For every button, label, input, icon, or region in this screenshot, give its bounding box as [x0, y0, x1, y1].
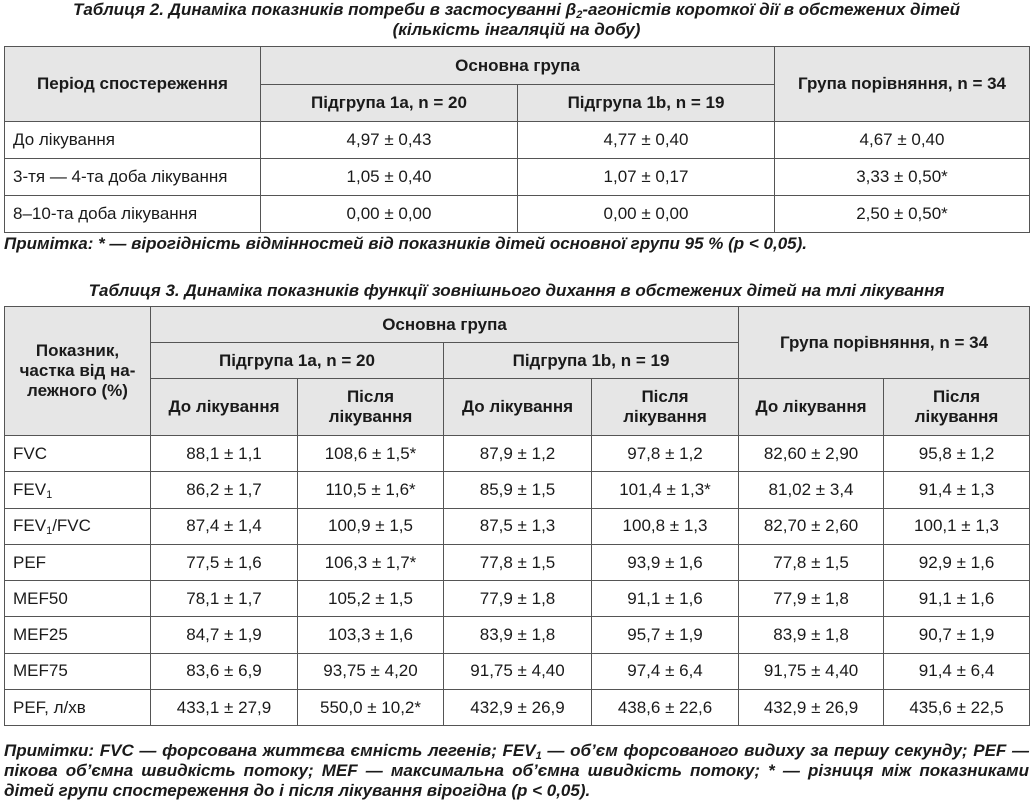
- table3-row-label: PEF, л/хв: [5, 690, 151, 726]
- table2-cell: 0,00 ± 0,00: [518, 196, 775, 233]
- table2-cell: 0,00 ± 0,00: [261, 196, 518, 233]
- table3-cell: 100,9 ± 1,5: [298, 508, 444, 544]
- table3-cell: 97,8 ± 1,2: [592, 436, 739, 472]
- table3-cell: 91,4 ± 6,4: [884, 653, 1030, 689]
- table3-cell: 91,1 ± 1,6: [884, 581, 1030, 617]
- table3-cell: 87,5 ± 1,3: [444, 508, 592, 544]
- table3-cell: 86,2 ± 1,7: [151, 472, 298, 508]
- table3-head-sub1b: Підгрупа 1b, n = 19: [444, 343, 739, 379]
- table3-cell: 77,9 ± 1,8: [739, 581, 884, 617]
- table3-cell: 85,9 ± 1,5: [444, 472, 592, 508]
- table3-cell: 100,8 ± 1,3: [592, 508, 739, 544]
- table3-cell: 101,4 ± 1,3*: [592, 472, 739, 508]
- table3-cell: 108,6 ± 1,5*: [298, 436, 444, 472]
- table3-cell: 91,1 ± 1,6: [592, 581, 739, 617]
- table2-row-label: 3-тя — 4-та доба лікування: [5, 159, 261, 196]
- table3-cell: 93,9 ± 1,6: [592, 544, 739, 580]
- table3-cell: 91,75 ± 4,40: [444, 653, 592, 689]
- table3-head-sub1a: Підгрупа 1a, n = 20: [151, 343, 444, 379]
- table3-cell: 77,8 ± 1,5: [739, 544, 884, 580]
- table3-head-after: Після лікування: [592, 379, 739, 436]
- table3-cell: 432,9 ± 26,9: [444, 690, 592, 726]
- table3-cell: 77,8 ± 1,5: [444, 544, 592, 580]
- table2-caption: [0, 0, 1033, 40]
- table3-cell: 82,60 ± 2,90: [739, 436, 884, 472]
- table3-cell: 81,02 ± 3,4: [739, 472, 884, 508]
- table3-cell: 91,75 ± 4,40: [739, 653, 884, 689]
- table-row: [5, 617, 1030, 653]
- table3-note: Примітки: FVC — форсована життєва ємність легенів; $FEV_1$ — об’єм форсованого видиху за першу секунду; PEF — пікова об’ємна швидкість потоку; MEF — максимальна об’ємна швидкість потоку; * — різниця між показниками дітей групи спостереження до і після лікування вірогідна (p < 0,05).: [4, 741, 1029, 800]
- table3-cell: 103,3 ± 1,6: [298, 617, 444, 653]
- table2-head-sub1a: Підгрупа 1a, n = 20: [261, 85, 518, 122]
- table3-cell: 77,5 ± 1,6: [151, 544, 298, 580]
- table3-head-before: До лікування: [739, 379, 884, 436]
- table-row: [5, 544, 1030, 580]
- table3-row-label: MEF50: [5, 581, 151, 617]
- table2: [4, 46, 1030, 233]
- table3-cell: 550,0 ± 10,2*: [298, 690, 444, 726]
- table-row: [5, 159, 1030, 196]
- table2-head-main: Основна група: [261, 47, 775, 85]
- table3-head-after: Після лікування: [298, 379, 444, 436]
- table3-head-indicator: Показник, частка від на-лежного (%): [5, 307, 151, 436]
- table-row: [5, 122, 1030, 159]
- table3-cell: 83,9 ± 1,8: [739, 617, 884, 653]
- table3-cell: 435,6 ± 22,5: [884, 690, 1030, 726]
- table3-cell: 95,7 ± 1,9: [592, 617, 739, 653]
- table3-head-comp: Група порівняння, n = 34: [739, 307, 1030, 379]
- table3-caption: Таблиця 3. Динаміка показників функції зовнішнього дихання в обстежених дітей на тлі лікування: [88, 281, 945, 300]
- table3-cell: 90,7 ± 1,9: [884, 617, 1030, 653]
- table3-head-main: Основна група: [151, 307, 739, 343]
- table2-cell: 4,97 ± 0,43: [261, 122, 518, 159]
- table2-cell: 2,50 ± 0,50*: [775, 196, 1030, 233]
- table3-cell: 83,6 ± 6,9: [151, 653, 298, 689]
- table3-head-before: До лікування: [151, 379, 298, 436]
- table2-row-label: До лікування: [5, 122, 261, 159]
- table3-cell: 110,5 ± 1,6*: [298, 472, 444, 508]
- table3-row-label: PEF: [5, 544, 151, 580]
- table3-cell: 91,4 ± 1,3: [884, 472, 1030, 508]
- table2-cell: 1,07 ± 0,17: [518, 159, 775, 196]
- table3-head-after: Після лікування: [884, 379, 1030, 436]
- table3-cell: 95,8 ± 1,2: [884, 436, 1030, 472]
- table-row: [5, 581, 1030, 617]
- table-row: [5, 436, 1030, 472]
- table3-cell: 92,9 ± 1,6: [884, 544, 1030, 580]
- table3-cell: 78,1 ± 1,7: [151, 581, 298, 617]
- table-row: [5, 196, 1030, 233]
- table3-cell: 88,1 ± 1,1: [151, 436, 298, 472]
- table3-cell: 106,3 ± 1,7*: [298, 544, 444, 580]
- table3-cell: 83,9 ± 1,8: [444, 617, 592, 653]
- table2-head-sub1b: Підгрупа 1b, n = 19: [518, 85, 775, 122]
- table3-cell: 105,2 ± 1,5: [298, 581, 444, 617]
- table3-cell: 97,4 ± 6,4: [592, 653, 739, 689]
- table2-caption-line1: Таблиця 2. Динаміка показників потреби в застосуванні $\beta_2$-агоністів короткої дії в обстежених дітей: [72, 0, 961, 21]
- table3-cell: 433,1 ± 27,9: [151, 690, 298, 726]
- table2-cell: 3,33 ± 0,50*: [775, 159, 1030, 196]
- table3-cell: 84,7 ± 1,9: [151, 617, 298, 653]
- table-row: [5, 472, 1030, 508]
- table3-cell: 432,9 ± 26,9: [739, 690, 884, 726]
- table3-cell: 438,6 ± 22,6: [592, 690, 739, 726]
- table2-cell: 4,67 ± 0,40: [775, 122, 1030, 159]
- table2-head-comp: Група порівняння, n = 34: [775, 47, 1030, 122]
- table3-cell: 87,9 ± 1,2: [444, 436, 592, 472]
- table-row: [5, 653, 1030, 689]
- table-row: [5, 508, 1030, 544]
- table3-row-label: FVC: [5, 436, 151, 472]
- table2-cell: 4,77 ± 0,40: [518, 122, 775, 159]
- table2-row-label: 8–10-та доба лікування: [5, 196, 261, 233]
- table-row: [5, 690, 1030, 726]
- table3-row-label: MEF75: [5, 653, 151, 689]
- table3: [4, 306, 1030, 726]
- table3-cell: 100,1 ± 1,3: [884, 508, 1030, 544]
- table3-cell: 82,70 ± 2,60: [739, 508, 884, 544]
- table2-head-period: Період спостереження: [5, 47, 261, 122]
- table2-note: Примітка: * — вірогідність відмінностей від показників дітей основної групи 95 % (p < 0,05).: [4, 234, 808, 253]
- table3-row-label: $FEV_1$/FVC: [5, 508, 151, 544]
- table3-cell: 77,9 ± 1,8: [444, 581, 592, 617]
- table3-cell: 93,75 ± 4,20: [298, 653, 444, 689]
- table3-cell: 87,4 ± 1,4: [151, 508, 298, 544]
- table2-cell: 1,05 ± 0,40: [261, 159, 518, 196]
- table3-row-label: $FEV_1$: [5, 472, 151, 508]
- table2-caption-line2: (кількість інгаляцій на добу): [392, 20, 641, 39]
- table3-row-label: MEF25: [5, 617, 151, 653]
- table3-head-before: До лікування: [444, 379, 592, 436]
